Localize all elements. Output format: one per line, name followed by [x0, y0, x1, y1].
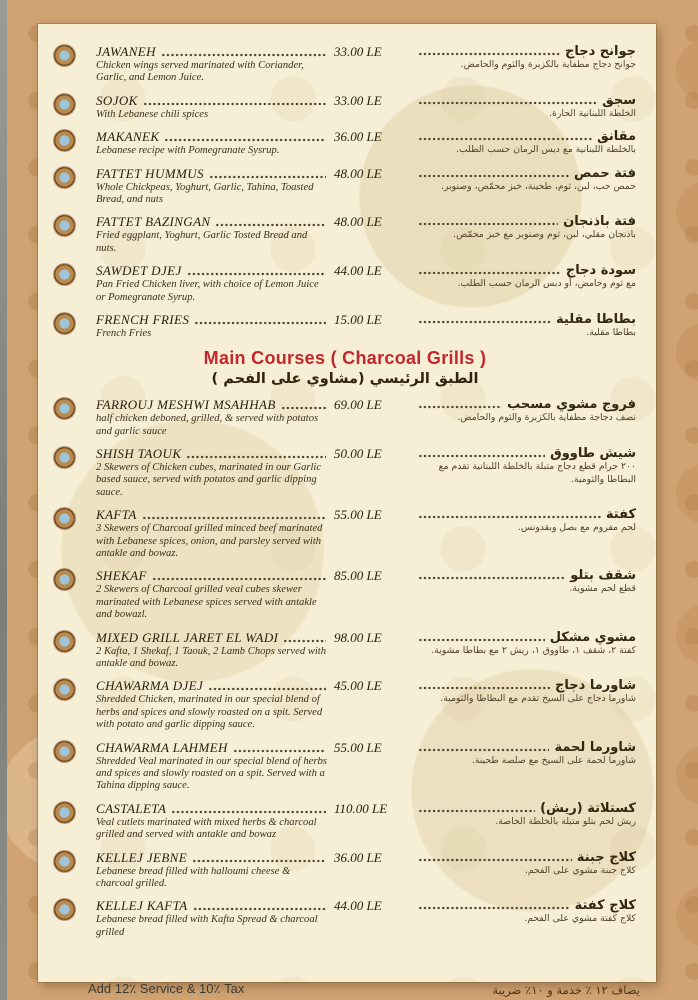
item-name-row-ar — [416, 850, 636, 865]
dotted-leader — [418, 454, 545, 458]
item-desc-en: 3 Skewers of Charcoal grilled minced beef marinated with Lebanese spices, onion, and parsley served with antakle and bowaz. — [96, 523, 323, 560]
item-name-row-en — [96, 263, 328, 279]
item-desc-ar: كفتة ٢، شقف ١، طاووق ١، ريش ٢ مع بطاطا مشوية. — [431, 644, 636, 656]
dotted-leader — [418, 271, 561, 275]
item-name-en: MIXED GRILL JARET EL WADI — [96, 629, 279, 645]
item-desc-ar: مع ثوم وحامض، أو دبس الرمان حسب الطلب. — [457, 278, 636, 290]
item-name-row-ar — [416, 446, 636, 461]
bullet-cell — [54, 44, 92, 85]
item-arabic-block — [416, 630, 636, 671]
item-price: 69.00 LE — [334, 397, 382, 413]
item-english-block — [96, 263, 328, 304]
medallion-seal-icon — [54, 447, 75, 468]
item-name-ar: مشوي مشكل — [549, 629, 636, 645]
item-name-en: CHAWARMA DJEJ — [96, 678, 204, 694]
item-desc-en: 2 Skewers of Chicken cubes, marinated in our Garlic based sauce, served with potatos and garlic dipping sauce. — [96, 462, 322, 498]
item-desc-ar: ريش لحم بتلو متبلة بالخلطة الخاصة. — [495, 815, 636, 827]
item-name-row-en — [96, 898, 328, 914]
medallion-seal-icon — [54, 851, 75, 872]
item-english-block — [96, 630, 328, 671]
item-price: 55.00 LE — [334, 507, 382, 523]
bullet-cell — [54, 898, 92, 939]
item-name-row-ar — [416, 214, 636, 229]
item-desc-en: Veal cutlets marinated with mixed herbs & charcoal grilled and served with antakle and bowaz — [96, 816, 317, 841]
dotted-leader — [418, 686, 550, 690]
item-arabic-block — [416, 312, 636, 340]
item-price: 36.00 LE — [334, 849, 382, 865]
medallion-seal-icon — [54, 167, 75, 188]
menu-page — [38, 24, 656, 982]
dotted-leader — [171, 810, 326, 814]
item-desc-ar: الخلطة اللبنانية الحارة. — [549, 107, 636, 119]
dotted-leader — [418, 52, 560, 56]
item-desc-en: With Lebanese chili spices — [96, 108, 209, 120]
item-arabic-block — [416, 446, 636, 499]
item-name-ar: كفتة — [605, 507, 636, 523]
medallion-seal-icon — [54, 45, 75, 66]
item-name-row-en — [96, 850, 328, 866]
dotted-leader — [186, 455, 326, 459]
dotted-leader — [418, 638, 545, 642]
item-name-ar: سودة دجاج — [565, 263, 636, 279]
menu-item-row — [54, 214, 636, 255]
item-name-row-en — [96, 740, 328, 756]
item-price: 45.00 LE — [334, 678, 382, 694]
dotted-leader — [418, 174, 569, 178]
item-price: 48.00 LE — [334, 165, 382, 181]
item-name-row-en — [96, 507, 328, 523]
section-heading — [54, 348, 636, 387]
item-price: 44.00 LE — [334, 898, 382, 914]
item-name-row-ar — [416, 740, 636, 755]
item-name-en: SOJOK — [96, 92, 138, 108]
menu-item-row — [54, 850, 636, 891]
item-price: 85.00 LE — [334, 568, 382, 584]
section-title-ar: الطبق الرئيسي (مشاوي على الفحم ) — [211, 371, 479, 388]
item-name-row-en — [96, 630, 328, 646]
footer — [0, 978, 698, 1000]
dotted-leader — [281, 406, 326, 410]
dotted-leader — [418, 858, 572, 862]
item-english-block — [96, 740, 328, 793]
bullet-cell — [54, 397, 92, 438]
item-english-block — [96, 397, 328, 438]
item-desc-en: French Fries — [96, 327, 152, 339]
item-english-block — [96, 898, 328, 939]
item-arabic-block — [416, 507, 636, 560]
item-name-ar: فروج مشوي مسحب — [507, 397, 636, 413]
menu-content — [54, 44, 636, 939]
item-desc-ar: بالخلطة اللبنانية مع دبس الرمان حسب الطلب. — [455, 144, 636, 156]
bullet-cell — [54, 678, 92, 731]
item-desc-en: Lebanese bread filled with halloumi cheese & charcoal grilled. — [96, 865, 291, 889]
item-desc-en: Pan Fried Chicken liver, with choice of Lemon Juice or Pomegranate Syrup. — [96, 279, 319, 303]
item-price: 33.00 LE — [334, 92, 382, 108]
service-tax-note-en: Add 12٪ Service & 10٪ Tax — [88, 981, 245, 996]
item-desc-en: Chicken wings served marinated with Coriander, Garlic, and Lemon Juice. — [96, 60, 304, 84]
medallion-seal-icon — [54, 313, 75, 334]
item-name-row-en — [96, 446, 328, 462]
dotted-leader — [209, 175, 326, 179]
medallion-seal-icon — [54, 899, 75, 920]
item-desc-ar: كلاج كفتة مشوي على الفحم. — [524, 913, 636, 925]
dotted-leader — [194, 321, 326, 325]
dotted-leader — [418, 906, 570, 910]
dotted-leader — [283, 639, 326, 643]
item-price: 48.00 LE — [334, 214, 382, 230]
item-name-en: SAWDET DJEJ — [96, 263, 182, 279]
item-name-ar: جوانح دجاج — [564, 44, 636, 59]
dotted-leader — [418, 515, 601, 519]
item-name-row-en — [96, 93, 328, 109]
menu-item-row — [54, 801, 636, 842]
medallion-seal-icon — [54, 398, 75, 419]
medallion-seal-icon — [54, 264, 75, 285]
item-name-row-ar — [416, 801, 636, 816]
item-name-en: FRENCH FRIES — [96, 311, 190, 327]
item-desc-ar: حمص حب، لبن، ثوم، طحينة، خبز محمّص، وصنوبر. — [440, 180, 636, 192]
item-name-row-en — [96, 678, 328, 694]
item-name-en: SHISH TAOUK — [96, 446, 182, 462]
item-name-row-ar — [416, 166, 636, 181]
bullet-cell — [54, 166, 92, 207]
item-name-row-ar — [416, 507, 636, 522]
item-name-ar: شيش طاووق — [550, 446, 636, 462]
item-price: 98.00 LE — [334, 629, 382, 645]
item-name-ar: فتة باذنجان — [563, 214, 636, 230]
menu-item-row — [54, 507, 636, 560]
menu-item-row — [54, 263, 636, 304]
item-name-row-ar — [416, 263, 636, 278]
item-name-row-en — [96, 129, 328, 145]
item-name-row-ar — [416, 678, 636, 693]
item-arabic-block — [416, 166, 636, 207]
item-name-row-ar — [416, 630, 636, 645]
bullet-cell — [54, 214, 92, 255]
menu-item-row — [54, 630, 636, 671]
item-arabic-block — [416, 898, 636, 939]
item-english-block — [96, 568, 328, 621]
menu-item-row — [54, 740, 636, 793]
item-english-block — [96, 850, 328, 891]
menu-item-row — [54, 397, 636, 438]
item-name-ar: شاورما لحمة — [554, 739, 636, 755]
item-name-en: FATTET BAZINGAN — [96, 214, 211, 230]
item-name-en: FATTET HUMMUS — [96, 165, 204, 181]
item-arabic-block — [416, 801, 636, 842]
item-name-row-ar — [416, 397, 636, 412]
section-title-en: Main Courses ( Charcoal Grills ) — [203, 348, 487, 369]
bullet-cell — [54, 312, 92, 340]
dotted-leader — [143, 102, 326, 106]
medallion-seal-icon — [54, 679, 75, 700]
dotted-leader — [192, 859, 326, 863]
item-name-ar: كستلاتة (ريش) — [540, 800, 636, 816]
item-english-block — [96, 312, 328, 340]
item-arabic-block — [416, 740, 636, 793]
bullet-cell — [54, 129, 92, 157]
menu-item-row — [54, 678, 636, 731]
item-english-block — [96, 446, 328, 499]
item-desc-en: Whole Chickpeas, Yoghurt, Garlic, Tahina, Toasted Bread, and nuts — [96, 181, 314, 205]
item-name-row-ar — [416, 568, 636, 583]
dotted-leader — [418, 576, 565, 580]
item-arabic-block — [416, 44, 636, 85]
dotted-leader — [161, 53, 326, 57]
item-name-row-ar — [416, 93, 636, 108]
item-name-row-ar — [416, 312, 636, 327]
bullet-cell — [54, 568, 92, 621]
item-price: 110.00 LE — [334, 800, 388, 816]
medallion-seal-icon — [54, 802, 75, 823]
item-arabic-block — [416, 214, 636, 255]
medallion-seal-icon — [54, 631, 75, 652]
menu-item-row — [54, 129, 636, 157]
item-name-row-en — [96, 214, 328, 230]
item-arabic-block — [416, 93, 636, 121]
dotted-leader — [215, 223, 326, 227]
item-name-ar: شاورما دجاج — [555, 678, 636, 694]
item-english-block — [96, 507, 328, 560]
item-name-en: KELLEJ KAFTA — [96, 898, 188, 914]
item-desc-ar: شاورما لحمة على السيخ مع صلصة طحينة. — [471, 754, 636, 766]
item-name-row-ar — [416, 129, 636, 144]
dotted-leader — [187, 272, 326, 276]
dotted-leader — [418, 809, 535, 813]
item-arabic-block — [416, 129, 636, 157]
menu-item-row — [54, 568, 636, 621]
item-english-block — [96, 166, 328, 207]
item-name-ar: شقف بتلو — [570, 568, 636, 584]
item-english-block — [96, 678, 328, 731]
bullet-cell — [54, 740, 92, 793]
item-name-en: SHEKAF — [96, 568, 147, 584]
item-name-row-ar — [416, 898, 636, 913]
item-arabic-block — [416, 397, 636, 438]
item-name-en: JAWANEH — [96, 44, 156, 59]
item-desc-en: Shredded Veal marinated in our special blend of herbs and spices and slowly roasted on a spit. Served with a Tahina dipping sauce. — [96, 755, 327, 792]
item-desc-ar: كلاج جبنة مشوي على الفحم. — [524, 864, 636, 876]
medallion-seal-icon — [54, 569, 75, 590]
scan-edge-strip — [0, 0, 7, 1000]
item-name-en: CASTALETA — [96, 800, 167, 816]
medallion-seal-icon — [54, 508, 75, 529]
item-desc-en: Fried eggplant, Yoghurt, Garlic Tosted Bread and nuts. — [96, 230, 308, 254]
item-name-row-en — [96, 568, 328, 584]
medallion-seal-icon — [54, 94, 75, 115]
item-english-block — [96, 44, 328, 85]
dotted-leader — [418, 748, 549, 752]
item-desc-en: Lebanese recipe with Pomegranate Sysrup. — [96, 145, 280, 157]
dotted-leader — [164, 138, 326, 142]
medallion-seal-icon — [54, 741, 75, 762]
item-english-block — [96, 214, 328, 255]
item-name-ar: مقانق — [597, 129, 636, 145]
item-desc-en: Lebanese bread filled with Kafta Spread & charcoal grilled — [96, 914, 318, 938]
item-price: 33.00 LE — [334, 44, 382, 59]
medallion-seal-icon — [54, 215, 75, 236]
bullet-cell — [54, 850, 92, 891]
item-arabic-block — [416, 678, 636, 731]
item-desc-en: Shredded Chicken, marinated in our special blend of herbs and spices and slowly roasted on a spit. Served with potato and garlic dipping sauce. — [96, 694, 323, 731]
item-desc-ar: لحم مفروم مع بصل وبقدونس. — [517, 522, 636, 534]
menu-item-row — [54, 898, 636, 939]
medallion-seal-icon — [54, 130, 75, 151]
dotted-leader — [418, 137, 592, 141]
bullet-cell — [54, 93, 92, 121]
item-name-row-ar — [416, 44, 636, 59]
item-english-block — [96, 801, 328, 842]
dotted-leader — [233, 749, 326, 753]
item-name-row-en — [96, 801, 328, 817]
item-name-row-en — [96, 166, 328, 182]
menu-item-row — [54, 312, 636, 340]
item-name-en: KAFTA — [96, 507, 137, 523]
bullet-cell — [54, 446, 92, 499]
item-name-ar: كلاج جبنة — [576, 849, 636, 865]
menu-item-row — [54, 44, 636, 85]
dotted-leader — [418, 222, 558, 226]
item-name-ar: بطاطا مقلية — [556, 311, 636, 327]
item-desc-en: 2 Skewers of Charcoal grilled veal cubes skewer marinated with Lebanese spices served with antakle and bowazl. — [96, 584, 317, 621]
item-english-block — [96, 129, 328, 157]
item-name-en: FARROUJ MESHWI MSAHHAB — [96, 397, 276, 413]
item-name-row-en — [96, 397, 328, 413]
item-english-block — [96, 93, 328, 121]
dotted-leader — [418, 101, 597, 105]
dotted-leader — [193, 907, 326, 911]
item-price: 55.00 LE — [334, 739, 382, 755]
item-name-ar: فتة حمص — [573, 165, 636, 181]
item-price: 50.00 LE — [334, 446, 382, 462]
dotted-leader — [418, 405, 502, 409]
item-price: 15.00 LE — [334, 311, 382, 327]
item-name-ar: سجق — [602, 92, 636, 108]
item-name-row-en — [96, 312, 328, 328]
item-price: 36.00 LE — [334, 129, 382, 145]
item-name-en: KELLEJ JEBNE — [96, 849, 188, 865]
dotted-leader — [418, 320, 551, 324]
item-desc-ar: باذنجان مقلي، لبن، ثوم وصنوبر مع خبز محمّص. — [453, 229, 636, 241]
dotted-leader — [142, 516, 326, 520]
item-desc-en: 2 Kafta, 1 Shekaf, 1 Taouk, 2 Lamb Chops served with antakle and bowaz. — [96, 645, 327, 669]
item-name-ar: كلاج كفتة — [574, 898, 636, 914]
item-arabic-block — [416, 263, 636, 304]
bullet-cell — [54, 263, 92, 304]
item-desc-ar: شاورما دجاج على السيخ تقدم مع البطاطا والثومية. — [440, 693, 636, 705]
item-arabic-block — [416, 568, 636, 621]
item-desc-ar: قطع لحم مشوية. — [569, 583, 636, 595]
item-name-row-en — [96, 44, 328, 60]
item-price: 44.00 LE — [334, 263, 382, 279]
item-desc-ar: ٢٠٠ جرام قطع دجاج متبلة بالخلطة اللبنانية تقدم مع البطاطا والثومية. — [438, 461, 636, 485]
item-name-en: MAKANEK — [96, 129, 160, 145]
item-name-en: CHAWARMA LAHMEH — [96, 739, 228, 755]
bullet-cell — [54, 801, 92, 842]
item-desc-en: half chicken deboned, grilled, & served with potatos and garlic sauce — [96, 413, 319, 437]
menu-item-row — [54, 446, 636, 499]
service-tax-note-ar: يضاف ١٢ ٪ خدمة و ١٠٪ ضريبة — [492, 983, 640, 997]
dotted-leader — [208, 687, 326, 691]
menu-item-row — [54, 166, 636, 207]
item-desc-ar: جوانح دجاج مطفاية بالكزبرة والثوم والحامض. — [460, 59, 636, 70]
item-desc-ar: بطاطا مقلية. — [586, 326, 636, 338]
item-arabic-block — [416, 850, 636, 891]
menu-item-row — [54, 93, 636, 121]
item-desc-ar: نصف دجاجة مطفاية بالكزبرة والثوم والحامض. — [457, 412, 636, 424]
bullet-cell — [54, 630, 92, 671]
dotted-leader — [152, 577, 326, 581]
bullet-cell — [54, 507, 92, 560]
